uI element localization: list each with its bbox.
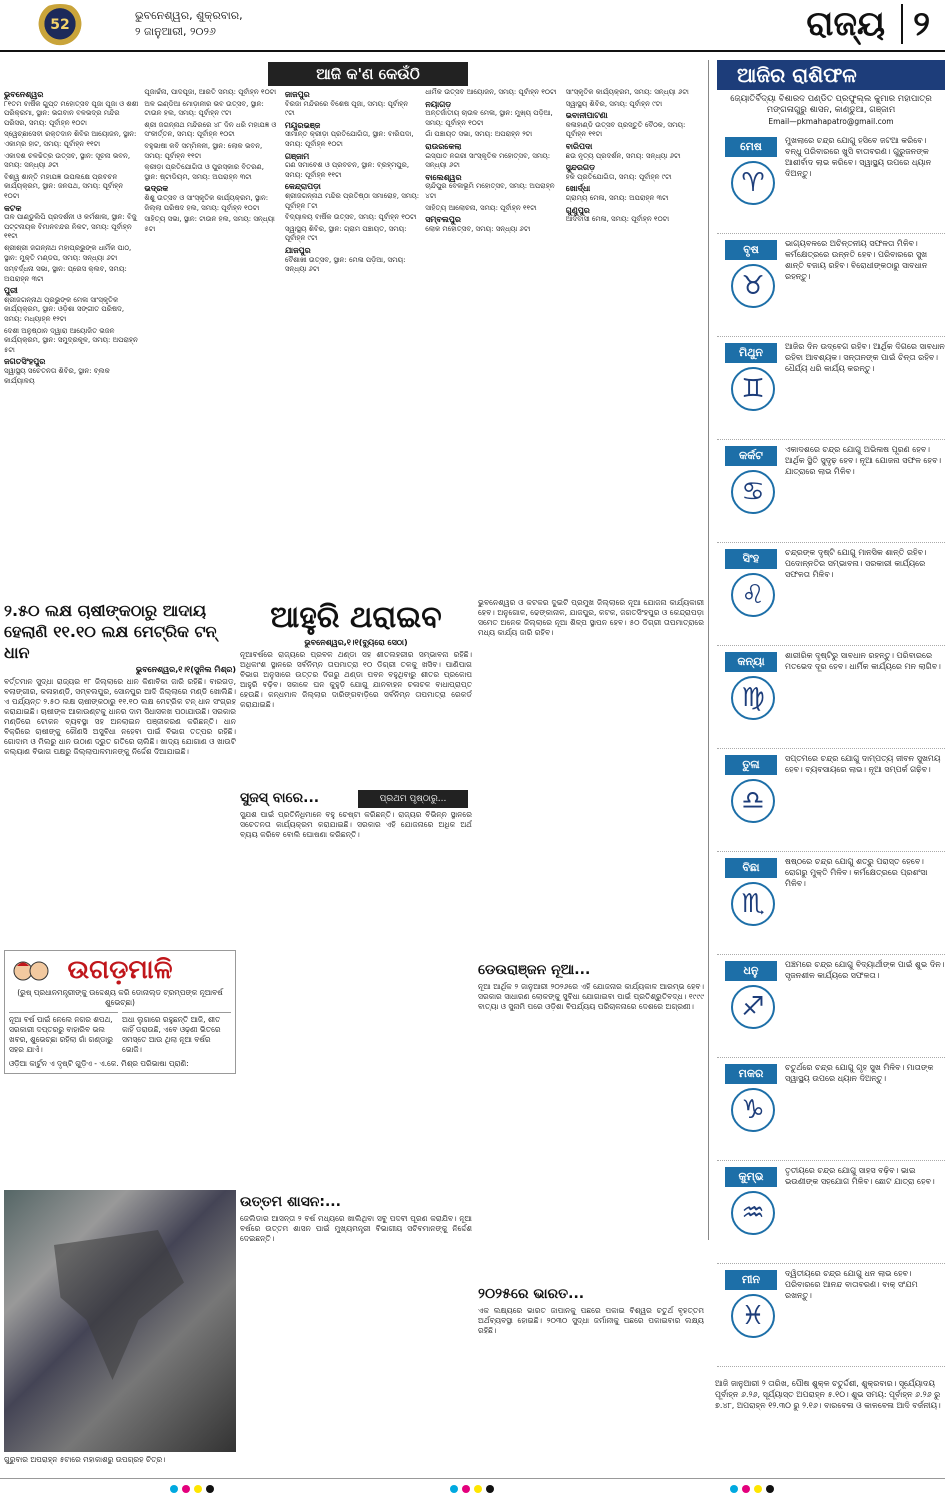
- cartoon-title: ଉଗଡ଼ମାଳି: [67, 955, 173, 985]
- event-item: ସ୍ୱାସ୍ଥ୍ୟ ଶିବିର, ସ୍ଥାନ: ଗ୍ରାମ ପଞ୍ଚାୟତ, ସମୟ: ପୂର୍ବାହ୍ନ ୯ଟା: [284, 224, 407, 243]
- page-number: ୨: [901, 4, 930, 44]
- event-item: ବିଶ୍ୱ ଶାନ୍ତି ମହାଯଜ୍ଞ ଉପଲକ୍ଷେ ପ୍ରବଚନ କାର୍ଯ୍ୟକ୍ରମ, ସ୍ଥାନ: ଜନପଥ, ସମୟ: ପୂର୍ବାହ୍ନ ୧୦ଟା: [4, 172, 124, 200]
- zodiac-entry: [717, 646, 945, 749]
- event-item: ଇସ୍ପାତ ନଗରୀ ସାଂସ୍କୃତିକ ମହୋତ୍ସବ, ସମୟ: ସନ୍ଧ୍ୟା ୬ଟା: [425, 151, 551, 170]
- zodiac-prediction: ଭାଗ୍ୟବଳରେ ଅଚିନ୍ତନୀୟ ସଫଳତା ମିଳିବ। କର୍ମକ୍ଷେତ୍ରରେ ଉନ୍ନତି ହେବ। ପରିବାରରେ ସୁଖ ଶାନ୍ତି ବଜାୟ ରହିବ। ବିରୋଧୀଙ୍କଠାରୁ ସାବଧାନ ରହନ୍ତୁ।: [785, 239, 928, 281]
- event-city-heading: ଗୁଣୁପୁର: [565, 205, 590, 215]
- events-column-3: [285, 88, 419, 588]
- event-item: ସ୍ୱାସ୍ଥ୍ୟ ସଚେତନତା ଶିବିର, ସ୍ଥାନ: ବ୍ଲକ କାର୍ଯ୍ୟାଳୟ: [4, 367, 110, 385]
- event-item: ଦେଶୀ ଅନୁଷ୍ଠାନ ଦ୍ୱାରା ଆୟୋଜିତ ଭଜନ କାର୍ଯ୍ୟକ୍ରମ, ସ୍ଥାନ: ସମୁଦ୍ରକୂଳ, ସମୟ: ଅପରାହ୍ନ ୫ଟା: [4, 326, 138, 354]
- cold-wave-byline: ଭୁବନେଶ୍ୱର,୧।୧(ବ୍ୟୁରୋ ସେଠା): [304, 638, 408, 647]
- yellow-dot: [754, 1485, 762, 1493]
- dateline-place-day: ଭୁବନେଶ୍ୱର, ଶୁକ୍ରବାର,: [135, 9, 243, 22]
- event-city-heading: କଟକ: [4, 203, 22, 213]
- event-item: ଗ୍ରାମ୍ୟ ମେଳା, ସମୟ: ଅପରାହ୍ନ ୩ଟା: [565, 193, 669, 202]
- event-item: ବୈଶାଖୀ ଉତ୍ସବ, ସ୍ଥାନ: ମେଳା ପଡ଼ିଆ, ସମୟ: ସନ୍ଧ୍ୟା ୬ଟା: [284, 255, 406, 274]
- event-item: ସାଂସ୍କୃତିକ କାର୍ଯ୍ୟକ୍ରମ, ସମୟ: ସନ୍ଧ୍ୟା ୬ଟା: [565, 88, 689, 96]
- zodiac-name-badge: ବିଛା: [725, 858, 777, 878]
- cartoon-riddles: [9, 1012, 231, 1055]
- zodiac-symbol-icon: ♑: [731, 1088, 775, 1132]
- cyan-dot: [730, 1485, 738, 1493]
- event-item: ସ୍ୱାସ୍ଥ୍ୟ ଶିବିର, ସମୟ: ପୂର୍ବାହ୍ନ ୯ଟା: [565, 99, 663, 108]
- zodiac-entry: [717, 955, 945, 1058]
- magenta-dot: [182, 1485, 190, 1493]
- zodiac-prediction: ଆଜିର ଦିନ ଉଦ୍‌ବେଗ ରହିବ। ଆର୍ଥିକ ଦିଗରେ ସାବଧାନ ରହିବା ଆବଶ୍ୟକ। ସନ୍ତାନଙ୍କ ପାଇଁ ଚିନ୍ତା ରହିବ। ଧୈର୍ଯ୍ୟ ଧରି କାର୍ଯ୍ୟ କରନ୍ତୁ।: [785, 342, 945, 373]
- print-registration-footer: [0, 1478, 945, 1498]
- anniversary-logo: [30, 4, 90, 48]
- zodiac-entry: [717, 543, 945, 646]
- events-column-4: [425, 88, 559, 588]
- event-item: ବିଦ୍ୟାଳୟ ବାର୍ଷିକ ଉତ୍ସବ, ସମୟ: ପୂର୍ବାହ୍ନ ୧୦ଟା: [284, 213, 417, 222]
- zodiac-name-badge: ବୃଷ: [725, 240, 777, 260]
- deuranjan-subhead: ଡେଉରାଞ୍ଜନ ନୂଆ...: [478, 962, 591, 978]
- horoscope-column: [708, 60, 945, 1331]
- event-item: ସାହିତ୍ୟ ସଭା, ସ୍ଥାନ: ଟାଉନ ହଲ, ସମୟ: ସନ୍ଧ୍ୟା ୫ଟା: [144, 215, 275, 233]
- event-city-heading: ଯାଜପୁର: [284, 245, 311, 255]
- event-item: ସ୍ୱେଚ୍ଛାସେବୀ ରକ୍ତଦାନ ଶିବିର ଆୟୋଜନ, ସ୍ଥାନ: ଏକାମ୍ର ହାଟ, ସମୟ: ପୂର୍ବାହ୍ନ ୧୧ଟା: [4, 130, 137, 148]
- event-item: ଆଦିବାସୀ ମେଳା, ସମୟ: ପୂର୍ବାହ୍ନ ୧୦ଟା: [565, 215, 670, 224]
- zodiac-entry: [717, 852, 945, 955]
- zodiac-symbol-icon: ♒: [731, 1191, 775, 1235]
- zodiac-entry: [717, 749, 945, 852]
- zodiac-prediction: ଷଷ୍ଠରେ ଚନ୍ଦ୍ର ଯୋଗୁ ଶତ୍ରୁ ପରାସ୍ତ ହେବେ। ରୋଗରୁ ମୁକ୍ତି ମିଳିବ। କର୍ମକ୍ଷେତ୍ରରେ ପ୍ରଶଂସା ମିଳିବ।: [785, 857, 928, 888]
- event-item: ସମ୍ବର୍ଦ୍ଧନା ସଭା, ସ୍ଥାନ: ପ୍ରେସ କ୍ଲବ, ସମୟ: ଅପରାହ୍ନ ୩ଟା: [4, 265, 127, 283]
- satellite-landmass: [54, 1230, 184, 1380]
- cartoon-box: [4, 950, 236, 1074]
- event-item: ଚାନ୍ଦିପୁର ବେଳାଭୂମି ମହୋତ୍ସବ, ସମୟ: ଅପରାହ୍ନ ୪ଟା: [425, 182, 555, 200]
- event-item: ତାଳ ପାଣ୍ଡୁଲିପି ପ୍ରଦର୍ଶନୀ ଓ କର୍ମଶାଳା, ସ୍ଥାନ: ବିଜୁ ପଟ୍ଟନାୟକ ବିମାନବନ୍ଦର ନିକଟ, ସମୟ: ପୂର୍ବାହ୍ନ ୧୧ଟା: [4, 213, 137, 241]
- event-item: ଶ୍ରୀଜଗନ୍ନାଥ ମନ୍ଦିର ପ୍ରତିଷ୍ଠା ସମାରୋହ, ସମୟ: ପୂର୍ବାହ୍ନ ୮ଟା: [284, 191, 420, 210]
- zodiac-name-badge: ମୀନ: [725, 1270, 777, 1290]
- event-city-heading: ଗଞ୍ଜାମ: [284, 151, 310, 161]
- zodiac-name-badge: କର୍କଟ: [725, 446, 777, 466]
- masthead: [0, 0, 945, 52]
- event-item: ୮୧ତମ ବାର୍ଷିକ ଗୁପ୍ତ ମହୋତ୍ସବ ପୂଜା ପୂଜା ଓ ଶଶୀ ପରିକ୍ରମା, ସ୍ଥାନ: ଭଗବାନ ବଳଭଦ୍ର ମନ୍ଦିର ପରିସର, ସମୟ: ପୂର୍ବାହ୍ନ ୧୦ଟା: [4, 99, 139, 127]
- paddy-procurement-story: [4, 600, 236, 997]
- event-item: ପୂଜାର୍ଚ୍ଚନା, ପାଦପୂଜା, ଆରତି ସମୟ: ପୂର୍ବାହ୍ନ ୧୦ଟା: [144, 88, 277, 96]
- zodiac-name-badge: ସିଂହ: [725, 549, 777, 569]
- event-item: ସାହିତ୍ୟ ଆଲୋଚନା, ସମୟ: ପୂର୍ବାହ୍ନ ୧୧ଟା: [425, 203, 537, 212]
- zodiac-prediction: ଶାରୀରିକ ଦୃଷ୍ଟିରୁ ସାବଧାନ ରହନ୍ତୁ। ପରିବାରରେ ମତଭେଦ ଦୂର ହେବ। ଧାର୍ମିକ କାର୍ଯ୍ୟରେ ମନ ଲାଗିବ।: [785, 651, 941, 671]
- event-item: ବହୁଭାଷୀ କବି ସମ୍ମିଳନୀ, ସ୍ଥାନ: ଲୋକ ଭବନ, ସମୟ: ପୂର୍ବାହ୍ନ ୧୧ଟା: [144, 141, 263, 160]
- event-item: ହକି ପ୍ରତିଯୋଗିତା, ସମୟ: ପୂର୍ବାହ୍ନ ୯ଟା: [565, 172, 672, 181]
- continued-from-front-tag: ପ୍ରଥମ ପୃଷ୍ଠାରୁ...: [358, 790, 468, 808]
- cartoon-credit: ଓଡ଼ିଆ କାର୍ଟୁନ ଏ ଦୃଷ୍ଟି ଗୁଡ଼ିଏ - ଏ.କେ. ମିଶ୍ର ପରିଭାଷା ପ୍ରାଣି:: [9, 1059, 189, 1068]
- event-city-heading: ରାଉରକେଲା: [425, 141, 462, 151]
- zodiac-name-badge: ମିଥୁନ: [725, 343, 777, 363]
- event-city-heading: ଭୁବନେଶ୍ୱର: [4, 90, 44, 99]
- event-item: ଅନ୍ତର୍ଜାତୀୟ ଚାଉଳ ମେଳା, ସ୍ଥାନ: ମୁଖ୍ୟ ପଡ଼ିଆ, ସମୟ: ପୂର୍ବାହ୍ନ ୧୦ଟା: [425, 109, 553, 127]
- event-item: ଧାର୍ମିକ ଉତ୍ସବ ଆୟୋଜନ, ସମୟ: ପୂର୍ବାହ୍ନ ୧୦ଟା: [425, 88, 557, 96]
- zodiac-entry: [717, 1161, 945, 1264]
- yellow-dot: [194, 1485, 202, 1493]
- logo-number: 52: [50, 17, 70, 33]
- event-item: କଳାହାଣ୍ଡି ଉତ୍ସବ ପ୍ରସ୍ତୁତି ବୈଠକ, ସମୟ: ପୂର୍ବାହ୍ନ ୧୧ଟା: [565, 120, 686, 139]
- cold-wave-story: [240, 600, 472, 1414]
- event-item: ଶ୍ରୀଶ୍ରୀ ଜଗନ୍ନାଥ ମହାପ୍ରଭୁଙ୍କ ଧାର୍ମିକ ପାଠ, ସ୍ଥାନ: ମୁକ୍ତି ମଣ୍ଡପ, ସମୟ: ସନ୍ଧ୍ୟା ୬ଟା: [4, 243, 132, 262]
- zodiac-name-badge: ତୁଳା: [725, 755, 777, 775]
- black-dot: [766, 1485, 774, 1493]
- cartoon-faces-icon: [11, 957, 51, 987]
- zodiac-prediction: ସପ୍ତମରେ ଚନ୍ଦ୍ର ଯୋଗୁ ଦାମ୍ପତ୍ୟ ଜୀବନ ସୁଖମୟ ହେବ। ବ୍ୟବସାୟରେ ଲାଭ। ନୂଆ ସମ୍ପର୍କ ଗଢ଼ିବ।: [785, 754, 941, 774]
- astrologer-credit: [717, 94, 945, 127]
- event-city-heading: ଭଦ୍ରକ: [144, 184, 169, 194]
- deuranjan-body: ନୂଆ ଆର୍ଥିକ ୨ ଜାନୁଆରୀ ୨୦୨୬ରେ ଏହି ଯୋଜନାର କାର୍ଯ୍ୟକାଳ ଆରମ୍ଭ ହେବ। ସରକାର ସାଧାରଣ ଲୋକଙ୍କୁ ସୁବିଧା ଯୋଗାଇବା ପାଇଁ ପ୍ରତିଶ୍ରୁତିବଦ୍ଧ। ୧୯୯୯ ବାତ୍ୟା ଓ ସୁନାମି ପରେ ଓଡ଼ିଶା ବିପର୍ଯ୍ୟୟ ପରିଚାଳନାରେ ଦେଶରେ ଅଗ୍ରଣୀ।: [478, 982, 704, 1011]
- zodiac-entry: [717, 131, 945, 234]
- zodiac-name-badge: ମେଷ: [725, 137, 777, 157]
- zodiac-symbol-icon: ♊: [731, 367, 775, 411]
- event-city-heading: ମୟୂରଭଞ୍ଜ: [284, 120, 321, 130]
- astrologer-name: ଜ୍ୟୋତିର୍ବିଦ୍ୟା ବିଶାରଦ ପଣ୍ଡିତ ପ୍ରଫୁଲ୍ଲ କୁମାର ମହାପାତ୍ର: [730, 94, 932, 104]
- zodiac-name-badge: କୁମ୍ଭ: [725, 1167, 777, 1187]
- event-item: ଅଳ ଇଣ୍ଡିଆ ମୋଡ଼ାନୀର ଭବ ଉତ୍ସବ, ସ୍ଥାନ: ଟାଉନ ହଲ, ସମୟ: ପୂର୍ବାହ୍ନ ୯ଟା: [144, 99, 264, 118]
- zodiac-symbol-icon: ♏: [731, 882, 775, 926]
- dateline: [135, 8, 243, 40]
- event-city-heading: ବାରିପଦା: [565, 141, 593, 151]
- cold-wave-headline: ଆହୁରି ଥରାଇବ: [270, 600, 442, 635]
- event-city-heading: ନୟାଗଡ଼: [425, 99, 452, 109]
- event-city-heading: ଭବାନୀପାଟଣା: [565, 111, 608, 121]
- paddy-byline: ଭୁବନେଶ୍ୱର,୧।୧(ସୁନିଲ ମିଶ୍ର): [135, 665, 236, 674]
- event-item: ଶ୍ରୀ ଜଗନ୍ନାଥ ମନ୍ଦିରରେ ୪୮ ଦିନ ଧରି ମହାଯଜ୍ଞ ଓ ସଂକୀର୍ତ୍ତନ, ସମୟ: ପୂର୍ବାହ୍ନ ୧୦ଟା: [144, 120, 277, 139]
- zodiac-prediction: ଚନ୍ଦ୍ରଙ୍କ ଦୃଷ୍ଟି ଯୋଗୁ ମାନସିକ ଶାନ୍ତି ରହିବ। ପଦୋନ୍ନତିର ସମ୍ଭାବନା। ସରକାରୀ କାର୍ଯ୍ୟରେ ସଫଳତା ମିଳିବ।: [785, 548, 927, 579]
- cold-wave-body: ନୂଆବର୍ଷରେ ରାଜ୍ୟରେ ପ୍ରବଳ ଥଣ୍ଡା ସହ ଶୀତଲହରୀର ସମ୍ଭାବନା ରହିଛି। ଅଧିକାଂଶ ସ୍ଥାନରେ ସର୍ବନିମ୍ନ ତାପମାତ୍ରା ୧୦ ଡିଗ୍ରୀ ତଳକୁ ଖସିବ। ପାଣିପାଗ ବିଭାଗ ଅନୁସାରେ ଉତ୍ତର ଦିଗରୁ ଥଣ୍ଡା ପବନ ବହୁଥିବାରୁ ଶୀତର ପ୍ରକୋପ ଆହୁରି ବଢ଼ିବ। ସକାଳେ ଘନ କୁହୁଡ଼ି ଯୋଗୁ ଯାନବାହନ ଚଳାଚଳ ବାଧାପ୍ରାପ୍ତ ହେଉଛି। କନ୍ଧମାଳ ଜିଲ୍ଲାର ଦାରିଙ୍ଗବାଡ଼ିରେ ସର୍ବନିମ୍ନ ତାପମାତ୍ରା ରେକର୍ଡ କରାଯାଇଛି।: [240, 650, 472, 709]
- paddy-body: ବର୍ତ୍ତମାନ ସୁଦ୍ଧା ରାଜ୍ୟର ୧୮ ଜିଲ୍ଲାରେ ଧାନ କିଣାବିକା ଜାରି ରହିଛି। ବାରଗଡ଼, ବଲାଙ୍ଗୀର, କଳାହାଣ୍ଡି, ସମ୍ବଲପୁର, ସୋନପୁର ଆଦି ଜିଲ୍ଲାରେ ମଣ୍ଡି ଖୋଲିଛି। ଏ ପର୍ଯ୍ୟନ୍ତ ୨.୫୦ ଲକ୍ଷ ଚାଷୀଙ୍କଠାରୁ ୧୧.୧୦ ଲକ୍ଷ ମେଟ୍ରିକ ଟନ୍ ଧାନ ସଂଗ୍ରହ କରାଯାଇଛି। ଚାଷୀଙ୍କ ଆକାଉଣ୍ଟକୁ ଧାନର ଦାମ ସିଧାସଳଖ ପଠାଯାଉଛି। ସରକାର ମଣ୍ଡିରେ ଟୋକନ ବ୍ୟବସ୍ଥା ସହ ଅନଲାଇନ ପଞ୍ଜୀକରଣ କରିଛନ୍ତି। ଧାନ ବିକ୍ରିରେ ଚାଷୀଙ୍କୁ କୌଣସି ଅସୁବିଧା ନହେବା ପାଇଁ ବିଭାଗ ତତ୍ପର ରହିଛି। ଗୋଦାମ ଓ ମିଲରୁ ଧାନ ଉଠାଣ ଦ୍ରୁତ ଗତିରେ ଚାଲିଛି। ଖାଦ୍ୟ ଯୋଗାଣ ଓ ଖାଉଟି କଲ୍ୟାଣ ବିଭାଗ ପକ୍ଷରୁ ଜିଲ୍ଲାପାଳମାନଙ୍କୁ ନିର୍ଦ୍ଦେଶ ଦିଆଯାଇଛି।: [4, 677, 236, 756]
- events-column-5: [566, 88, 700, 588]
- event-item: କ୍ରୀଡ଼ା ପ୍ରତିଯୋଗିତା ଓ ପୁରସ୍କାର ବିତରଣ, ସ୍ଥାନ: ଷ୍ଟାଡିୟମ, ସମୟ: ଅପରାହ୍ନ ୩ଟା: [144, 163, 264, 181]
- zodiac-symbol-icon: ♍: [731, 676, 775, 720]
- event-item: ଛଉ ନୃତ୍ୟ ପ୍ରଦର୍ଶନ, ସମୟ: ସନ୍ଧ୍ୟା ୬ଟା: [565, 151, 681, 160]
- cyan-dot: [450, 1485, 458, 1493]
- black-dot: [486, 1485, 494, 1493]
- zodiac-symbol-icon: ♉: [731, 264, 775, 308]
- event-item: ଏକାଦଶ ଚଳଚ୍ଚିତ୍ର ଉତ୍ସବ, ସ୍ଥାନ: ସୂଚନା ଭବନ, ସମୟ: ସନ୍ଧ୍ୟା ୬ଟା: [4, 151, 131, 170]
- black-dot: [206, 1485, 214, 1493]
- right-news-column: [478, 598, 704, 1446]
- riddle-right: ଅଧା ଲୁଗାରେ ରହୁଛନ୍ତି ଆଜି, ଶୀତ କାହିଁ ଡରାଉଛି, ଏବେ ଓଢ଼ଣୀ ଭିତରେ ସମସ୍ତେ ଆଉ ଥିଲା ନୂଆ ବର୍ଷର ଭୋଜି।: [122, 1012, 231, 1055]
- zodiac-symbol-icon: ♈: [731, 161, 775, 205]
- event-item: ଶ୍ରୀଜଗନ୍ନାଥ ପ୍ରଭୁଙ୍କ ମେଳା ସାଂସ୍କୃତିକ କାର୍ଯ୍ୟକ୍ରମ, ସ୍ଥାନ: ଓଡ଼ିଶା ସଙ୍ଗୀତ ପରିଷଦ, ସମୟ: ମଧ୍ୟାହ୍ନ ୧୨ଟା: [4, 295, 125, 324]
- zodiac-name-badge: ଧନୁ: [725, 961, 777, 981]
- uttam-shasan-body: ଜେଲିଡାର ଆସନ୍ତା ୨ ବର୍ଷ ମଧ୍ୟରେ ଖାଲିଥିବା ସବୁ ପଦବୀ ପୂରଣ କରାଯିବ। ନୂଆ ବର୍ଷରେ ଉତ୍ତମ ଶାସନ ପାଇଁ ମୁଖ୍ୟମନ୍ତ୍ରୀ ବିଭାଗୀୟ ସଚିବମାନଙ୍କୁ ନିର୍ଦ୍ଦେଶ ଦେଇଛନ୍ତି।: [240, 1214, 472, 1243]
- panchang-text: ଆଜି ଜାନୁଆରୀ ୨ ତାରିଖ, ପୌଷ ଶୁକ୍ଳ ଚତୁର୍ଦ୍ଦଶୀ, ଶୁକ୍ରବାର। ସୂର୍ଯ୍ୟୋଦୟ ପୂର୍ବାହ୍ନ ୬.୨୬, ସୂର୍ଯ୍ୟାସ୍ତ ଅପରାହ୍ନ ୫.୧୦। ଶୁଭ ସମୟ: ପୂର୍ବାହ୍ନ ୬.୨୬ ରୁ ୭.୪୮, ଅପରାହ୍ନ ୧୨.୩୦ ରୁ ୨.୧୬। ବାରବେଳା ଓ କାଳବେଳା ଆଦି ବର୍ଜନୀୟ।: [715, 1379, 941, 1410]
- event-city-heading: ଖୋର୍ଦ୍ଧା: [565, 184, 591, 194]
- magenta-dot: [462, 1485, 470, 1493]
- zodiac-entry: [717, 337, 945, 440]
- bharat-2025-body: ଏକ ଲକ୍ଷ୍ୟରେ ଭାରତ ଜାପାନକୁ ପଛରେ ପକାଇ ବିଶ୍ୱର ଚତୁର୍ଥ ବୃହତ୍ତମ ଅର୍ଥବ୍ୟବସ୍ଥା ହୋଇଛି। ୨୦୩୦ ସୁଦ୍ଧା ଜର୍ମାନୀକୁ ପଛରେ ପକାଇବାର ଲକ୍ଷ୍ୟ ରହିଛି।: [478, 1306, 704, 1335]
- zodiac-symbol-icon: ♐: [731, 985, 775, 1029]
- event-item: ଲୋକ ମହୋତ୍ସବ, ସମୟ: ସନ୍ଧ୍ୟା ୬ଟା: [425, 224, 531, 233]
- events-banner: ଆଜି କ'ଣ କେଉଁଠି: [268, 62, 468, 86]
- zodiac-entry: [717, 440, 945, 543]
- cartoon-caption: (ରୁଷ୍ ପ୍ରଧାନମନ୍ତ୍ରୀଙ୍କୁ ଉଦ୍ଦେଶ୍ୟ କରି ଡୋନାଲ୍ଡ ଟ୍ରମ୍ପଙ୍କ ନୂଆବର୍ଷ ଶୁଭେଚ୍ଛା): [17, 988, 223, 1007]
- astrologer-email: Email—pkmahapatro@gmail.com: [768, 117, 894, 126]
- yellow-dot: [474, 1485, 482, 1493]
- zodiac-symbol-icon: ♌: [731, 573, 775, 617]
- zodiac-symbol-icon: ♓: [731, 1294, 775, 1338]
- sujas-subhead: ସୁଜସ୍ ବାରେ...: [240, 790, 320, 806]
- right-column-body: ଭୁବନେଶ୍ୱର ଓ କଟକର ଦୁଇଟି ପ୍ରମୁଖ ଜିଲ୍ଲାରେ ନୂଆ ଯୋଜନା କାର୍ଯ୍ୟକାରୀ ହେବ। ଅନୁଗୋଳ, ଢେଙ୍କାନାଳ, ଯାଜପୁର, କଟକ, ଜଗତସିଂହପୁର ଓ କେନ୍ଦ୍ରାପଡ଼ା ସମେତ ଅନେକ ଜିଲ୍ଲାରେ ନୂଆ ଶିଳ୍ପ ସ୍ଥାପନ ହେବ। ୫୦ ଡିଗ୍ରୀ ତାପମାତ୍ରାରେ ମଧ୍ୟ କାର୍ଯ୍ୟ ଜାରି ରହିବ।: [478, 598, 704, 637]
- zodiac-name-badge: ମକର: [725, 1064, 777, 1084]
- zodiac-entry: [717, 1264, 945, 1367]
- horoscope-banner: ଆଜିର ରାଶିଫଳ: [717, 60, 945, 90]
- event-city-heading: ବାଲେଶ୍ୱର: [425, 172, 462, 182]
- zodiac-prediction: ଏକାଦଶରେ ଚନ୍ଦ୍ର ଯୋଗୁ ଅଭିଳାଷ ପୂରଣ ହେବ। ଆର୍ଥିକ ସ୍ଥିତି ସୁଦୃଢ଼ ହେବ। ନୂଆ ଯୋଜନା ସଫଳ ହେବ। ଯାତ୍ରାରେ ଲାଭ ମିଳିବ।: [785, 445, 942, 476]
- bharat-2025-subhead: ୨୦୨୫ରେ ଭାରତ...: [478, 1286, 585, 1302]
- events-columns: [4, 88, 700, 588]
- event-city-heading: କେନ୍ଦ୍ରାପଡ଼ା: [284, 182, 321, 192]
- zodiac-symbol-icon: ♎: [731, 779, 775, 823]
- sujas-body: ସୁଯଶ ପାଇଁ ପ୍ରତିନିଧିମାନେ ବହୁ ଚେଷ୍ଟା କରିଛନ୍ତି। ରାଜ୍ୟର ବିଭିନ୍ନ ସ୍ଥାନରେ ସଚେତନତା କାର୍ଯ୍ୟକ୍ରମ କରାଯାଇଛି। ସରକାର ଏହି ଯୋଜନାରେ ଅଧିକ ଅର୍ଥ ବ୍ୟୟ କରିବେ ବୋଲି ଘୋଷଣା କରିଛନ୍ତି।: [240, 810, 472, 839]
- section-title: ରାଜ୍ୟ: [806, 4, 885, 44]
- zodiac-symbol-icon: ♋: [731, 470, 775, 514]
- satellite-image: [4, 1190, 236, 1452]
- astrologer-address: ମଙ୍ଗଳାଗୁରୁ ଶାସନ, କାଣ୍ଡୁଆ, ଗଞ୍ଜାମ: [766, 105, 896, 115]
- events-column-1: [4, 88, 138, 588]
- event-item: ଶିଶୁ ଉତ୍ସବ ଓ ସାଂସ୍କୃତିକ କାର୍ଯ୍ୟକ୍ରମ, ସ୍ଥାନ: ଜିଲ୍ଲା ପରିଷଦ ହଲ, ସମୟ: ପୂର୍ବାହ୍ନ ୧୦ଟା: [144, 193, 269, 212]
- paddy-headline: ୨.୫୦ ଲକ୍ଷ ଚାଷୀଙ୍କଠାରୁ ଆଦାୟ ହେଲାଣି ୧୧.୧୦ ଲକ୍ଷ ମେଟ୍ରିକ ଟନ୍ ଧାନ: [4, 601, 217, 662]
- satellite-caption: ଗୁରୁବାର ଅପରାହ୍ନ ୫ଟାରେ ମହାକାଶରୁ ଉପଗ୍ରହ ଚିତ୍ର।: [4, 1455, 166, 1464]
- zodiac-prediction: ଦ୍ୱିତୀୟରେ ଚନ୍ଦ୍ର ଯୋଗୁ ଧନ ଲାଭ ହେବ। ପରିବାରରେ ଆନନ୍ଦ ବାତାବରଣ। ବାକ୍ ସଂଯମ ରଖନ୍ତୁ।: [785, 1269, 918, 1300]
- event-city-heading: ସମ୍ବଲପୁର: [425, 215, 461, 225]
- zodiac-prediction: ଚତୁର୍ଥରେ ଚନ୍ଦ୍ର ଯୋଗୁ ଗୃହ ସୁଖ ମିଳିବ। ମାତାଙ୍କ ସ୍ୱାସ୍ଥ୍ୟ ଉପରେ ଧ୍ୟାନ ଦିଅନ୍ତୁ।: [785, 1063, 934, 1083]
- zodiac-entry: [717, 1058, 945, 1161]
- uttam-shasan-subhead: ଉତ୍ତମ ଶାସନ:...: [240, 1194, 341, 1210]
- event-item: ଗଣ ସମାବେଶ ଓ ପ୍ରବଚନ, ସ୍ଥାନ: ବ୍ରହ୍ମପୁର, ସମୟ: ପୂର୍ବାହ୍ନ ୧୧ଟା: [284, 161, 410, 179]
- zodiac-name-badge: କନ୍ୟା: [725, 652, 777, 672]
- zodiac-entry: [717, 234, 945, 337]
- event-item: ବିରଜା ମନ୍ଦିରରେ ବିଶେଷ ପୂଜା, ସମୟ: ପୂର୍ବାହ୍ନ ୯ଟା: [284, 99, 409, 118]
- event-city-heading: ଜଗତସିଂହପୁର: [4, 357, 46, 367]
- event-item: ଗାଁ ପଞ୍ଚାୟତ ସଭା, ସମୟ: ଅପରାହ୍ନ ୨ଟା: [425, 130, 533, 139]
- events-column-2: [144, 88, 278, 588]
- cyan-dot: [170, 1485, 178, 1493]
- riddle-left: ନୂଆ ବର୍ଷ ପାଇଁ ନେଲେ ନଗର ଶପଥ, ସରକାରୀ ଦପ୍ତରରୁ ବାହାରିବ ଭଲ ଖବର, ଶୁଭେଚ୍ଛା ରହିଲା ଗାଁ ଗଣ୍ଡାରୁ ସହର ଯାଏଁ।: [9, 1012, 118, 1055]
- zodiac-prediction: ମୁଖଲାରେ ଚନ୍ଦ୍ର ଯୋଗୁ ହସିବେ ଜଟଆ କରିବେ। ବନ୍ଧୁ ପରିବାରରେ ଖୁସି ବାତାବରଣ। ଗୁରୁଜନଙ୍କ ଆଶୀର୍ବାଦ ଲାଭ କରିବେ। ସ୍ୱାସ୍ଥ୍ୟ ଉପରେ ଧ୍ୟାନ ଦିଅନ୍ତୁ।: [785, 136, 932, 178]
- dateline-date: ୨ ଜାନୁଆରୀ, ୨୦୨୬: [135, 25, 216, 38]
- zodiac-list: [717, 131, 945, 1367]
- event-city-heading: ଜାଜପୁର: [284, 90, 310, 99]
- zodiac-prediction: ପଞ୍ଚମରେ ଚନ୍ଦ୍ର ଯୋଗୁ ବିଦ୍ୟାର୍ଥୀଙ୍କ ପାଇଁ ଶୁଭ ଦିନ। ସୃଜନଶୀଳ କାର୍ଯ୍ୟରେ ସଫଳତା।: [785, 960, 945, 980]
- event-city-heading: ପୁରୀ: [4, 286, 18, 296]
- event-city-heading: ସୁନ୍ଦରଗଡ଼: [565, 163, 596, 173]
- zodiac-prediction: ତୃତୀୟରେ ଚନ୍ଦ୍ର ଯୋଗୁ ସାହସ ବଢ଼ିବ। ଭାଇ ଭଉଣୀଙ୍କ ସହଯୋଗ ମିଳିବ। ଛୋଟ ଯାତ୍ରା ହେବ।: [785, 1166, 935, 1186]
- magenta-dot: [742, 1485, 750, 1493]
- event-item: ସୀମାନ୍ତ କ୍ରୀଡ଼ା ପ୍ରତିଯୋଗିତା, ସ୍ଥାନ: ବାରିପଦା, ସମୟ: ପୂର୍ବାହ୍ନ ୧୦ଟା: [284, 130, 414, 148]
